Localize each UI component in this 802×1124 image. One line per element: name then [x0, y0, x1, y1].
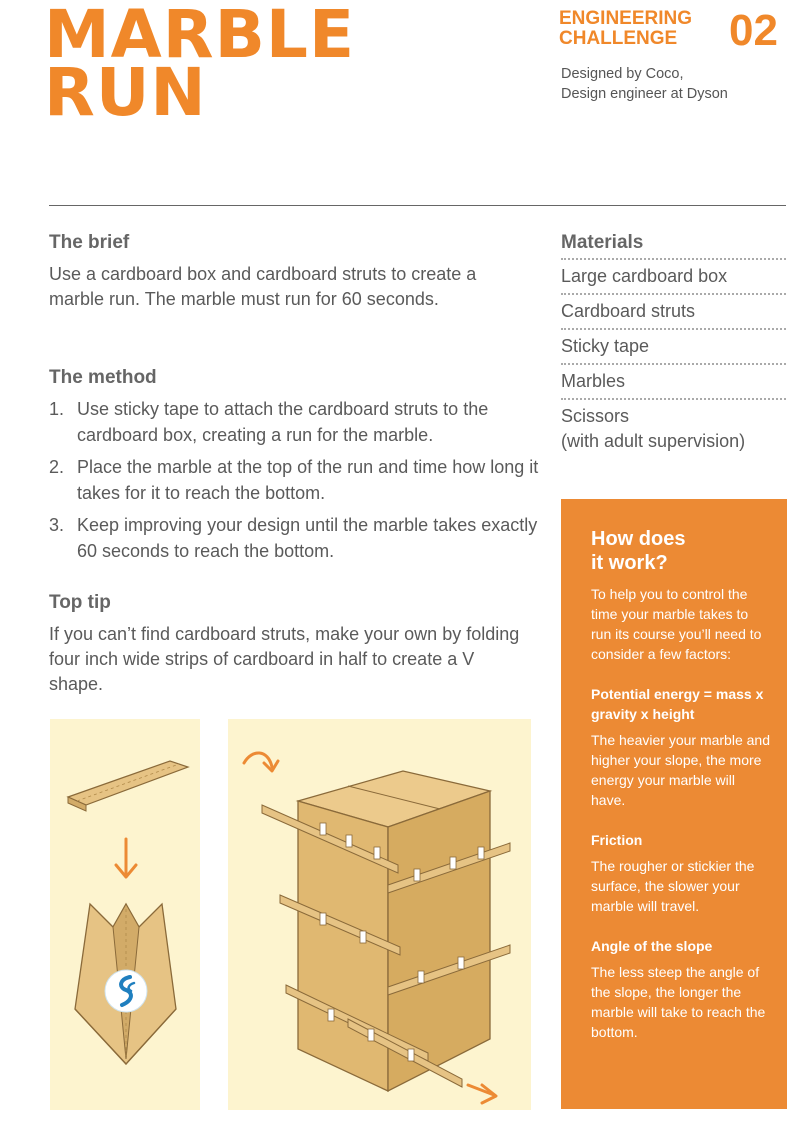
marble-icon	[105, 970, 147, 1012]
credit-line-2: Design engineer at Dyson	[561, 86, 728, 102]
materials-section	[561, 232, 786, 454]
step-number: 1.	[49, 399, 65, 419]
step-text: Place the marble at the top of the run and time how long it takes for it to reach the bottom.	[77, 457, 539, 503]
title-line-1: MARBLE	[44, 0, 356, 73]
factor-title: Angle of the slope	[591, 938, 713, 954]
title-line-2: RUN	[44, 54, 207, 131]
material-item: Marbles	[561, 363, 786, 398]
method-section	[49, 367, 549, 571]
method-heading: The method	[49, 367, 157, 388]
materials-heading: Materials	[561, 232, 644, 253]
marble-run-box-illustration	[228, 719, 531, 1110]
step-number: 2.	[49, 457, 65, 477]
factor-text: The heavier your marble and higher your slope, the more energy your marble will have.	[591, 732, 770, 808]
brief-text: Use a cardboard box and cardboard struts to create a marble run. The marble must run for 60 seconds.	[49, 264, 477, 309]
method-step	[49, 397, 549, 448]
factor-text: The rougher or stickier the surface, the slower your marble will travel.	[591, 858, 755, 914]
challenge-label	[559, 9, 692, 49]
material-item: Cardboard struts	[561, 293, 786, 328]
material-item-label: Scissors	[561, 406, 630, 426]
strut-folding-illustration	[50, 719, 200, 1110]
step-text: Use sticky tape to attach the cardboard struts to the cardboard box, creating a run for the marble.	[77, 399, 489, 445]
challenge-line-1: ENGINEERING	[559, 8, 693, 29]
challenge-line-2: CHALLENGE	[559, 28, 678, 49]
material-item: Large cardboard box	[561, 258, 786, 293]
tip-section	[49, 592, 549, 697]
designer-credit	[561, 64, 728, 104]
flat-strip	[68, 761, 188, 811]
challenge-number: 02	[729, 6, 778, 55]
step-text: Keep improving your design until the marble takes exactly 60 seconds to reach the bottom.	[77, 515, 538, 561]
arrow-right-icon	[468, 1085, 496, 1103]
brief-heading: The brief	[49, 232, 130, 253]
how-intro: To help you to control the time your marble takes to run its course you’ll need to consider a few factors:	[591, 586, 762, 662]
header-divider	[49, 205, 786, 206]
brief-section	[49, 232, 549, 312]
how-title-line-1: How does	[591, 528, 686, 550]
page-title	[44, 0, 356, 131]
step-number: 3.	[49, 515, 65, 535]
tip-heading: Top tip	[49, 592, 111, 613]
material-item	[561, 398, 786, 454]
how-title	[591, 527, 771, 575]
factor-title: Potential energy = mass x gravity x height	[591, 686, 764, 722]
arrow-down-icon	[116, 839, 136, 877]
material-note: (with adult supervision)	[561, 431, 746, 451]
factor-text: The less steep the angle of the slope, the longer the marble will take to reach the bottom.	[591, 964, 766, 1040]
strut-folding-drawing	[50, 719, 200, 1110]
material-item: Sticky tape	[561, 328, 786, 363]
how-it-works-box	[561, 499, 787, 1109]
method-step	[49, 455, 549, 506]
method-step	[49, 513, 549, 564]
tip-text: If you can’t find cardboard struts, make your own by folding four inch wide strips of cardboard in half to create a V shape.	[49, 624, 520, 694]
marble-run-drawing	[228, 719, 531, 1110]
factor-title: Friction	[591, 832, 643, 848]
method-steps	[49, 397, 549, 564]
curved-arrow-icon	[244, 753, 278, 771]
how-title-line-2: it work?	[591, 552, 668, 574]
credit-line-1: Designed by Coco,	[561, 66, 684, 82]
